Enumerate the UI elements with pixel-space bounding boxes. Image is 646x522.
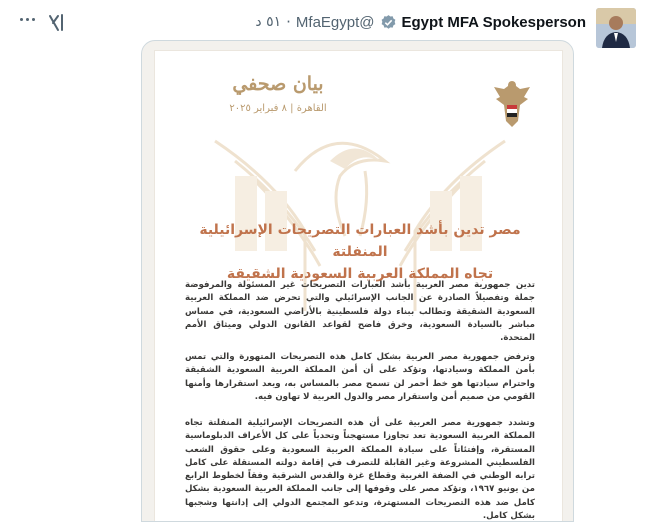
document-title: بيان صحفي <box>232 73 324 95</box>
headline-line-1: مصر تدين بأشد العبارات التصريحات الإسرائيلية المنفلتة <box>199 222 521 260</box>
handle[interactable]: @MfaEgypt <box>295 13 375 31</box>
press-release-image <box>154 50 563 522</box>
timestamp[interactable]: ٥١ د <box>255 14 282 30</box>
avatar[interactable] <box>596 8 636 48</box>
paragraph-2: وترفض جمهورية مصر العربية بشكل كامل هذه التصريحات المتهورة والتي تمس بأمن المملكة وسيادتها، وتؤكد على أن أمن المملكة العربية السعودية الشقيقة واحترام سيادتها هو خط أحمر لن تسمح مصر بالمساس به، ويعد استقرارها وأمنها القومي من صميم أمن واستقرار مصر والدول العربية لا تهاون فيه. <box>185 352 535 402</box>
headline-line-2: تجاه المملكة العربية السعودية الشقيقة <box>226 266 494 282</box>
egypt-emblem-icon <box>490 77 534 131</box>
paragraph-1: تدين جمهورية مصر العربية بأشد العبارات التصريحات غير المسئولة والمرفوضة جملة وتفصيلاً الصادرة عن الجانب الإسرائيلي والتي تحرض ضد المملكة العربية السعودية الشقيقة وتطالب ببناء دولة فلسطينية بالأراضي السعودية، في مساس مباشر بالسيادة السعودية، وخرق فاضح لقواعد القانون الدولي وميثاق الأمم المتحدة. <box>185 280 535 344</box>
verified-badge-icon <box>380 14 397 31</box>
separator: · <box>286 13 291 31</box>
document-headline <box>195 219 525 285</box>
more-dots-icon[interactable] <box>20 18 35 21</box>
grok-icon[interactable] <box>47 13 67 33</box>
document-date: القاهرة | ٨ فبراير ٢٠٢٥ <box>229 103 327 114</box>
display-name[interactable]: Egypt MFA Spokesperson <box>401 13 586 31</box>
tweet-media[interactable] <box>141 40 574 522</box>
paragraph-3: وتشدد جمهورية مصر العربية على أن هذه التصريحات الإسرائيلية المنفلتة تجاه المملكة العربية السعودية تعد تجاوزا مستهجناً وتحدياً على كل الأعراف الدبلوماسية المستقرة، وإفتئاتاً على سيادة المملكة العربية السعودية وعلى حقوق الشعب الفلسطيني المشروعة وغير القابلة للتصرف في إقامة دولته المستقلة على كامل ترابه الوطني في الضفة الغربية وقطاع غزة والقدس الشرقية وفقاً لخطوط الرابع من يونيو ١٩٦٧، وتؤكد مصر على وقوفها إلى جانب المملكة العربية السعودية بشكل كامل ضد هذه التصريحات المستهترة، وتدعو المجتمع الدولي إلى إدانتها وشجبها بشكل كامل. <box>185 418 535 522</box>
author-line <box>255 13 586 31</box>
